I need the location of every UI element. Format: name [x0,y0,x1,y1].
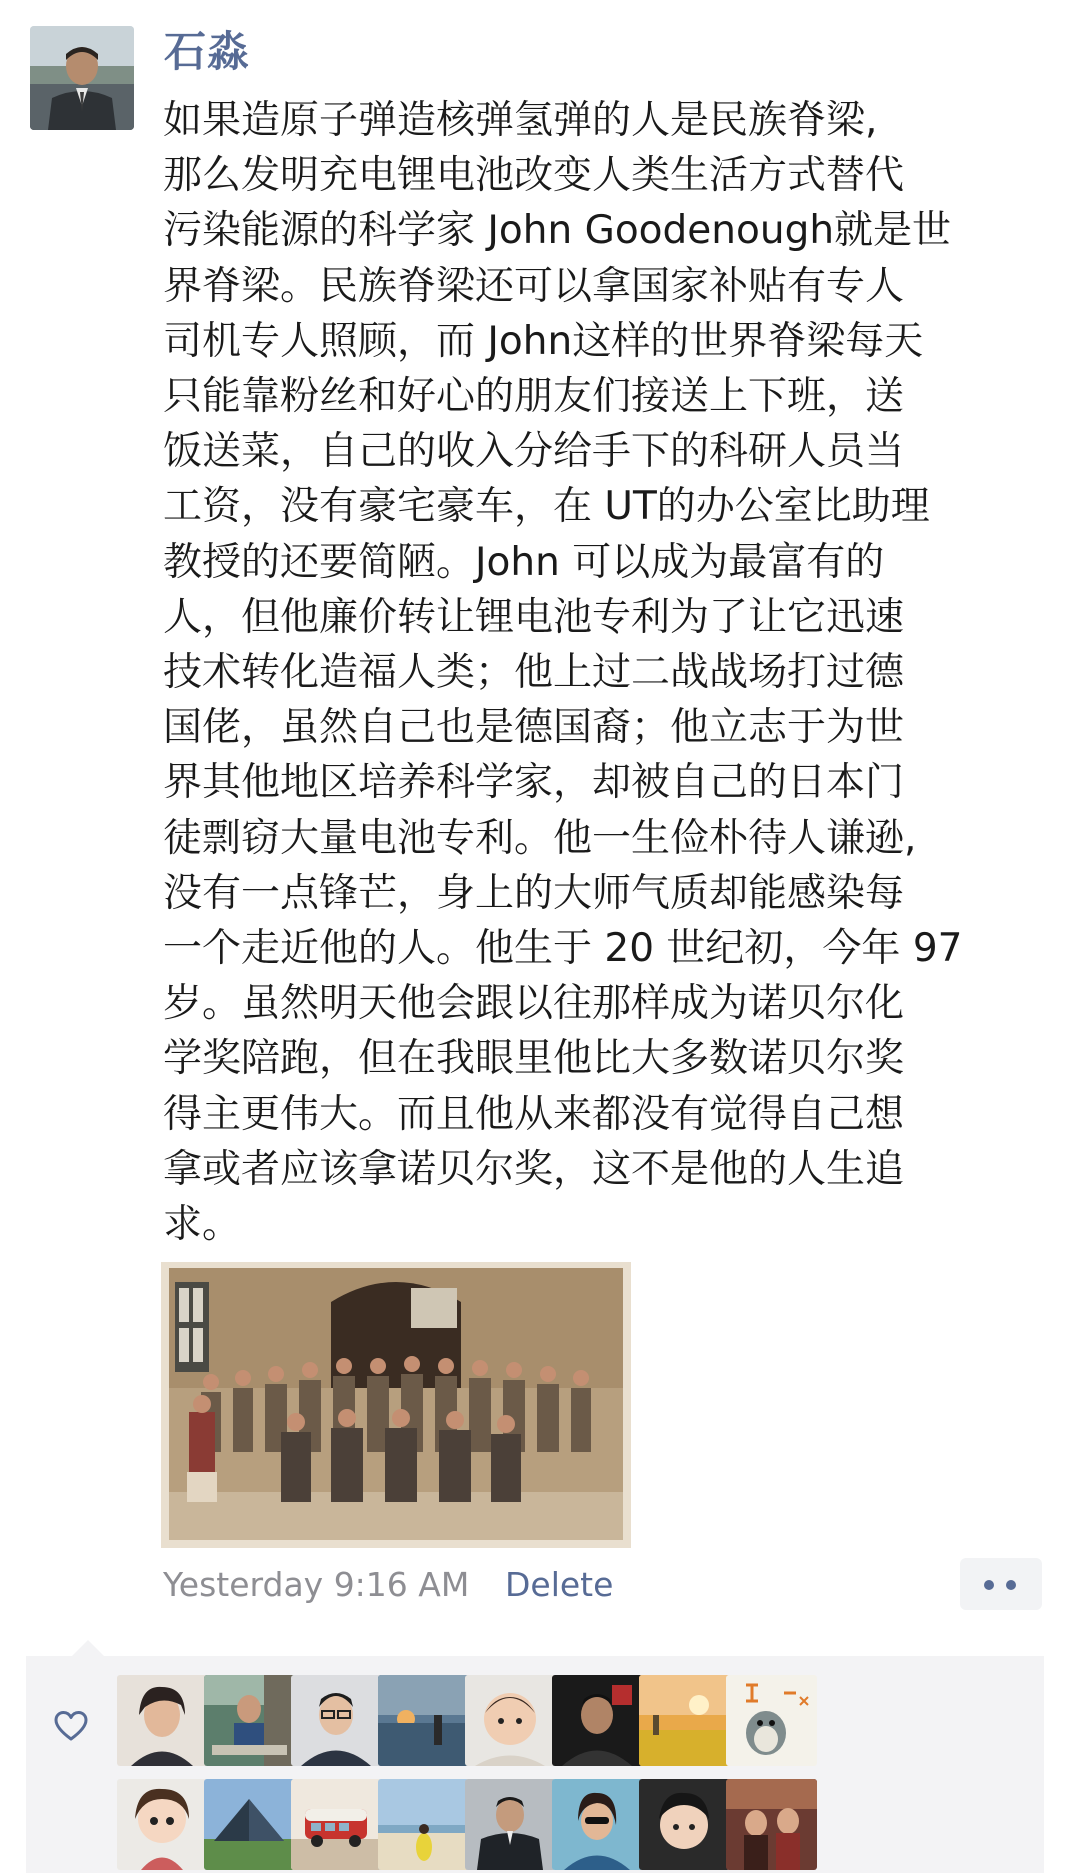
content-line: 徒剽窃大量电池专利。他一生俭朴待人谦逊, [163,815,917,861]
content-line: 界脊梁。民族脊梁还可以拿国家补贴有专人 [163,263,905,309]
content-line: 国佬，虽然自己也是德国裔；他立志于为世 [163,705,905,751]
content-line: 拿或者应该拿诺贝尔奖，这不是他的人生追 [163,1146,905,1192]
liker-avatar[interactable] [465,1675,556,1766]
content-line: 饭送菜，自己的收入分给手下的科研人员当 [163,429,905,475]
delete-link[interactable]: Delete [505,1565,614,1604]
content-line: 如果造原子弹造核弹氢弹的人是民族脊梁, [163,98,878,143]
liker-avatar[interactable] [552,1779,643,1870]
content-line: 没有一点锋芒，身上的大师气质却能感染每 [163,870,905,916]
more-dot-icon [984,1580,994,1590]
liker-avatar[interactable] [378,1675,469,1766]
liker-avatar[interactable] [204,1779,295,1870]
likes-panel [26,1656,1044,1873]
content-line: 得主更伟大。而且他从来都没有觉得自己想 [163,1091,905,1137]
content-line: 求。 [163,1202,242,1248]
liker-avatar[interactable] [726,1675,817,1766]
heart-icon [54,1710,88,1742]
liker-avatar[interactable] [726,1779,817,1870]
more-actions-button[interactable] [960,1558,1042,1610]
post-timestamp: Yesterday 9:16 AM [163,1565,470,1604]
content-line: 人，但他廉价转让锂电池专利为了让它迅速 [163,594,905,640]
content-line: 学奖陪跑，但在我眼里他比大多数诺贝尔奖 [163,1036,905,1082]
liker-avatar[interactable] [291,1675,382,1766]
content-line: 一个走近他的人。他生于 20 世纪初，今年 97 [163,926,963,972]
liker-avatar[interactable] [291,1779,382,1870]
content-line: 那么发明充电锂电池改变人类生活方式替代 [163,153,905,199]
content-line: 技术转化造福人类；他上过二战战场打过德 [163,650,905,696]
content-line: 污染能源的科学家 John Goodenough就是世 [163,208,952,254]
content-line: 司机专人照顾，而 John这样的世界脊梁每天 [163,318,924,364]
liker-avatar[interactable] [204,1675,295,1766]
content-line: 教授的还要简陋。John 可以成为最富有的 [163,539,885,585]
liker-avatar[interactable] [639,1779,730,1870]
content-line: 只能靠粉丝和好心的朋友们接送上下班，送 [163,374,905,420]
liker-avatar[interactable] [117,1779,208,1870]
liker-avatar[interactable] [465,1779,556,1870]
liker-avatar[interactable] [552,1675,643,1766]
liker-avatar[interactable] [639,1675,730,1766]
author-avatar[interactable] [30,26,134,130]
more-dot-icon [1006,1580,1016,1590]
post-photo[interactable] [161,1262,631,1548]
content-line: 岁。虽然明天他会跟以往那样成为诺贝尔化 [163,981,905,1027]
author-name[interactable]: 石淼 [164,27,251,76]
content-line: 工资，没有豪宅豪车，在 UT的办公室比助理 [163,484,930,530]
content-line: 界其他地区培养科学家，却被自己的日本门 [163,760,905,806]
post-content [163,93,1063,1252]
liker-avatar[interactable] [117,1675,208,1766]
liker-avatar[interactable] [378,1779,469,1870]
